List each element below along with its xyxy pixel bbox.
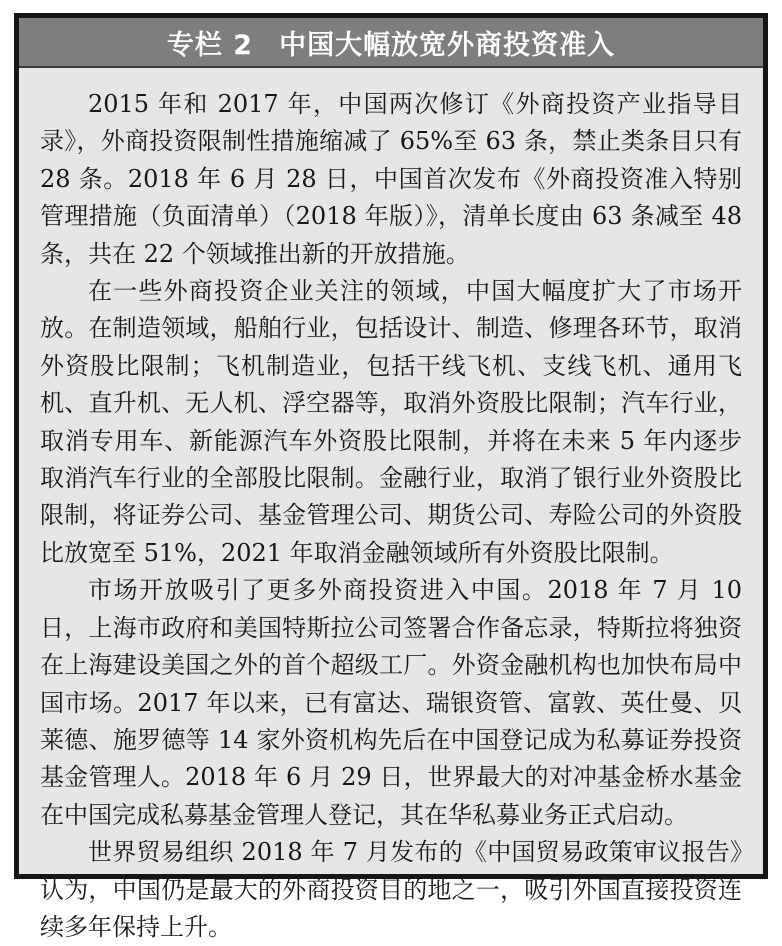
panel-header (19, 18, 763, 68)
panel-header-label: 专栏 2 (166, 29, 254, 61)
paragraph-4: 世界贸易组织 2018 年 7 月发布的《中国贸易政策审议报告》认为，中国仍是最大的外商投资目的地之一，吸引外国直接投资连续多年保持上升。 (40, 838, 742, 941)
column-box-panel (14, 13, 768, 941)
paragraph-3: 市场开放吸引了更多外商投资进入中国。2018 年 7 月 10 日，上海市政府和美国特斯拉公司签署合作备忘录，特斯拉将独资在上海建设美国之外的首个超级工厂。外资金融机构也加快布局中国市场。2017 年以来，已有富达、瑞银资管、富敦、英仕曼、贝莱德、施罗德等 14 家外资机构先后在中国登记成为私募证券投资基金管理人。2018 年 6 月 29 日，世界最大的对冲基金桥水基金在中国完成私募基金管理人登记，其在华私募业务正式启动。 (40, 576, 742, 829)
panel-body (19, 68, 763, 946)
paragraph-2: 在一些外商投资企业关注的领域，中国大幅度扩大了市场开放。在制造领域，船舶行业，包括设计、制造、修理各环节，取消外资股比限制；飞机制造业，包括干线飞机、支线飞机、通用飞机、直升机、无人机、浮空器等，取消外资股比限制；汽车行业，取消专用车、新能源汽车外资股比限制，并将在未来 5 年内逐步取消汽车行业的全部股比限制。金融行业，取消了银行业外资股比限制，将证券公司、基金管理公司、期货公司、寿险公司的外资股比放宽至 51%，2021 年取消金融领域所有外资股比限制。 (40, 277, 742, 567)
paragraph-1: 2015 年和 2017 年，中国两次修订《外商投资产业指导目录》，外商投资限制性措施缩减了 65%至 63 条，禁止类条目只有 28 条。2018 年 6 月 28 日，中国首次发布《外商投资准入特别管理措施（负面清单）（2018 年版）》，清单长度由 63 条减至 48 条，共在 22 个领域推出新的开放措施。 (40, 90, 742, 268)
panel-header-title: 中国大幅放宽外商投资准入 (279, 29, 616, 61)
